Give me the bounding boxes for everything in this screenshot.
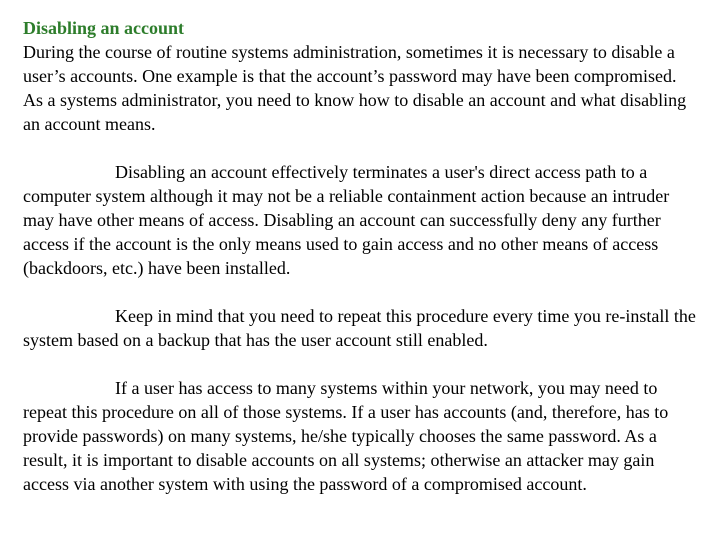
- multiple-systems-paragraph: If a user has access to many systems within your network, you may need to repeat this procedure on all of those systems. If a user has accounts (and, therefore, has to provide passwords) on many systems, he/she typically chooses the same password. As a result, it is important to disable accounts on all systems; otherwise an attacker may gain access via another system with using the password of a compromised account.: [23, 378, 669, 494]
- disabling-effect-paragraph: Disabling an account effectively terminates a user's direct access path to a computer system although it may not be a reliable containment action because an intruder may have other means of access. Disabling an account can successfully deny any further access if the account is the only means used to gain access and no other means of access (backdoors, etc.) have been installed.: [23, 162, 670, 278]
- reinstall-reminder-paragraph: Keep in mind that you need to repeat this procedure every time you re-install the system based on a backup that has the user account still enabled.: [23, 306, 696, 350]
- section-heading: Disabling an account: [23, 18, 185, 38]
- intro-paragraph: During the course of routine systems administration, sometimes it is necessary to disable a user’s accounts. One example is that the account’s password may have been compromised. As a systems administrator, you need to know how to disable an account and what disabling an account means.: [23, 42, 687, 134]
